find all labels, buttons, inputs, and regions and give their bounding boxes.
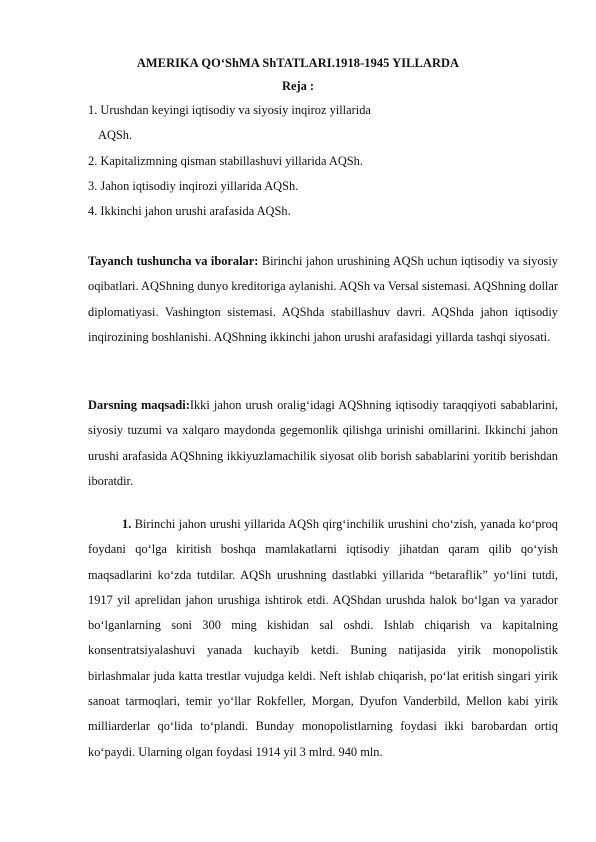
goal-paragraph xyxy=(88,393,558,494)
plan-heading: Reja : xyxy=(282,79,314,93)
goal-label: Darsning maqsadi: xyxy=(88,398,190,412)
section-1-paragraph xyxy=(88,512,558,765)
plan-item-1-continuation: AQSh. xyxy=(98,128,133,143)
goal-text: Ikki jahon urush oralig‘idagi AQShning iqtisodiy taraqqiyoti sabablarini, siyosiy tuzumi va xalqaro maydonda gegemonlik qilishga urinishi omillarini. Ikkinchi jahon urushi arafasida AQShning ikkiyuzlamachilik siyosat olib borish sabablarini yoritib berishdan iboratdir. xyxy=(88,398,558,488)
section-1-text: Birinchi jahon urushi yillarida AQSh qirg‘inchilik urushini cho‘zish, yanada ko‘proq foydani qo‘lga kiritish boshqa mamlakatlarni iqtisodiy jihatdan qaram qilib qo‘yish maqsadlarini ko‘zda tutdilar. AQSh urushning dastlabki yillarida “betaraflik” yo‘lini tutdi, 1917 yil aprelidan jahon urushiga ishtirok etdi. AQShdan urushda halok bo‘lgan va yarador bo‘lganlarning soni 300 ming kishidan sal oshdi. Ishlab chiqarish va kapitalning konsentratsiyalashuvi yanada kuchayib ketdi. Buning natijasida yirik monopolistik birlashmalar juda katta trestlar vujudga keldi. Neft ishlab chiqarish, po‘lat eritish singari yirik sanoat tarmoqlari, temir yo‘llar Rokfeller, Morgan, Dyufon Vanderbild, Mellon kabi yirik milliarderlar qo‘lida to‘plandi. Bunday monopolistlarning foydasi ikki barobardan ortiq ko‘paydi. Ularning olgan foydasi 1914 yil 3 mlrd. 940 mln. xyxy=(88,517,558,759)
plan-item-1: 1. Urushdan keyingi iqtisodiy va siyosiy inqiroz yillarida xyxy=(88,103,371,117)
document-title: AMERIKA QO‘ShMA ShTATLARI.1918-1945 YILLARDA xyxy=(136,56,460,70)
key-terms-paragraph xyxy=(88,249,558,350)
plan-list xyxy=(88,101,558,227)
plan-item-4: 4. Ikkinchi jahon urushi arafasida AQSh. xyxy=(88,204,291,219)
plan-item-3: 3. Jahon iqtisodiy inqirozi yillarida AQSh. xyxy=(88,178,299,193)
key-terms-label: Tayanch tushuncha va iboralar: xyxy=(88,254,259,268)
key-terms-text: Birinchi jahon urushining AQSh uchun iqtisodiy va siyosiy oqibatlari. AQShning dunyo kreditoriga aylanishi. AQSh va Versal sistemasi. AQShning dollar diplomatiyasi. Vashington sistemasi. AQShda stabillashuv davri. AQShda jahon iqtisodiy inqirozining boshlanishi. AQShning ikkinchi jahon urushi arafasidagi yillarda tashqi siyosati. xyxy=(88,254,559,344)
plan-item-2: 2. Kapitalizmning qisman stabillashuvi yillarida AQSh. xyxy=(88,153,363,168)
section-1-number: 1. xyxy=(122,517,132,531)
